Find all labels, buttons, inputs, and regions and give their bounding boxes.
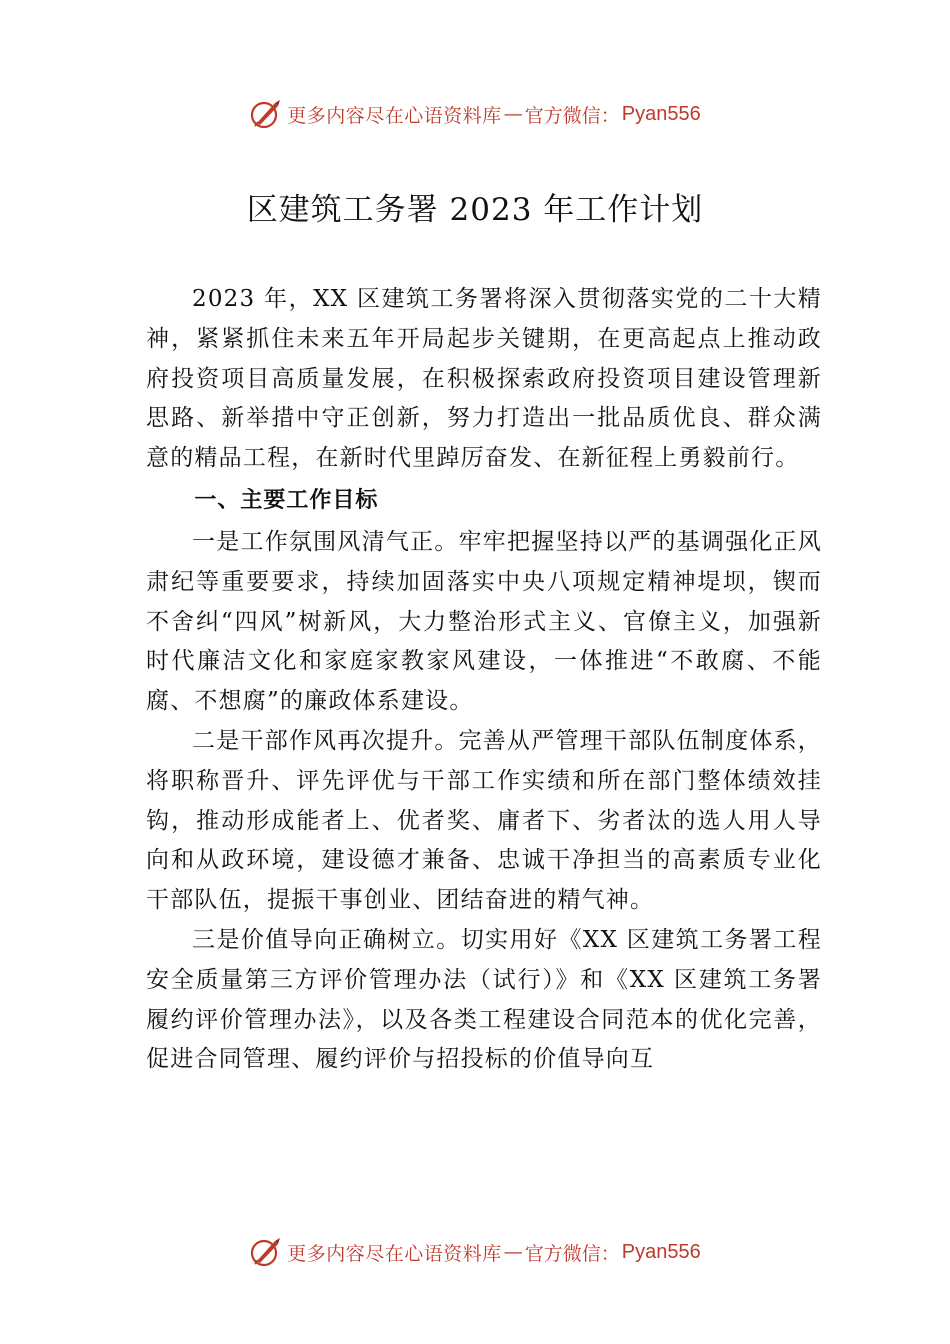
document-body (146, 280, 822, 1080)
goal-paragraph-1: 一是工作氛围风清气正。牢牢把握坚持以严的基调强化正风肃纪等重要要求，持续加固落实中央八项规定精神堤坝，锲而不舍纠“四风”树新风，大力整治形式主义、官僚主义，加强新时代廉洁文化和家庭家教家风建设，一体推进“不敢腐、不能腐、不想腐”的廉政体系建设。 (146, 528, 822, 715)
header-watermark-banner (0, 94, 950, 134)
goal-paragraph-2: 二是干部作风再次提升。完善从严管理干部队伍制度体系，将职称晋升、评先评优与干部工作实绩和所在部门整体绩效挂钩，推动形成能者上、优者奖、庸者下、劣者汰的选人用人导向和从政环境，建设德才兼备、忠诚干净担当的高素质专业化干部队伍，提振干事创业、团结奋进的精气神。 (146, 727, 822, 914)
goal-paragraph-3: 三是价值导向正确树立。切实用好《XX 区建筑工务署工程安全质量第三方评价管理办法（试行）》和《XX 区建筑工务署履约评价管理办法》，以及各类工程建设合同范本的优化完善，促进合同管理、履约评价与招投标的价值导向互 (146, 926, 822, 1073)
section-heading: 一、主要工作目标 (194, 487, 379, 513)
watermark-text: 更多内容尽在心语资料库 (287, 104, 502, 127)
footer-watermark-banner (0, 1232, 950, 1272)
wechat-label: 官方微信： (524, 104, 620, 127)
watermark-separator: — (503, 103, 523, 125)
pen-quill-icon (249, 1235, 283, 1269)
wechat-label: 官方微信： (524, 1242, 620, 1265)
pen-quill-icon (249, 97, 283, 131)
document-title: 区建筑工务署 2023 年工作计划 (246, 192, 704, 228)
wechat-id: Pyan556 (621, 102, 701, 125)
wechat-id: Pyan556 (621, 1240, 701, 1263)
intro-paragraph: 2023 年，XX 区建筑工务署将深入贯彻落实党的二十大精神，紧紧抓住未来五年开局起步关键期，在更高起点上推动政府投资项目高质量发展，在积极探索政府投资项目建设管理新思路、新举措中守正创新，努力打造出一批品质优良、群众满意的精品工程，在新时代里踔厉奋发、在新征程上勇毅前行。 (146, 286, 822, 472)
watermark-text: 更多内容尽在心语资料库 (287, 1242, 502, 1265)
watermark-separator: — (503, 1241, 523, 1263)
